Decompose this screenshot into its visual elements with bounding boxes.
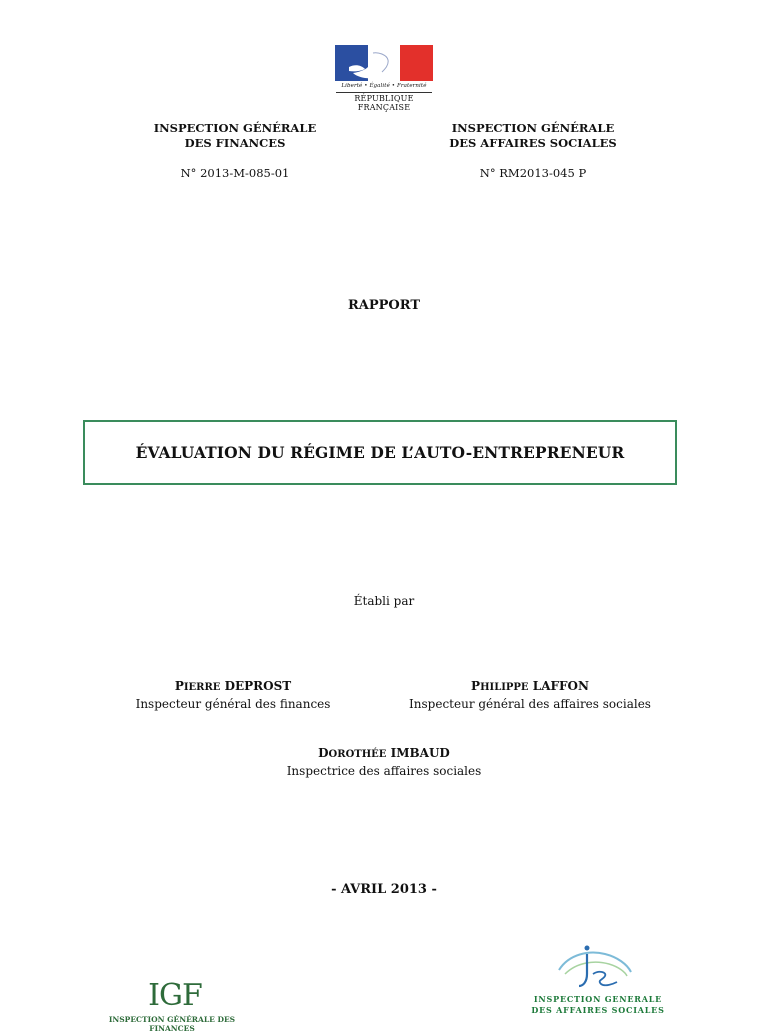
issuer-left-line1: INSPECTION GÉNÉRALE — [153, 121, 317, 135]
author-last-name: LAFFON — [532, 679, 589, 693]
title-box — [83, 420, 677, 485]
republic-divider — [336, 92, 432, 93]
igas-logo-icon — [555, 944, 635, 990]
author-first-initial: D — [318, 746, 329, 760]
igf-logo-caption: INSPECTION GÉNÉRALE DES FINANCES — [108, 1015, 236, 1033]
author-block — [264, 745, 504, 779]
author-name — [264, 745, 504, 763]
author-last-name: DEPROST — [224, 679, 292, 693]
report-date: - AVRIL 2013 - — [331, 882, 437, 897]
marianne-logo — [335, 45, 433, 81]
author-name — [400, 678, 660, 696]
issuer-right-line1: INSPECTION GÉNÉRALE — [451, 121, 615, 135]
igas-logo-caption — [518, 994, 678, 1016]
issuer-right — [413, 121, 653, 151]
document-type: RAPPORT — [347, 298, 420, 313]
report-title: ÉVALUATION DU RÉGIME DE L’AUTO-ENTREPRENEUR — [135, 443, 625, 462]
issuer-left — [115, 121, 355, 151]
author-last-name: IMBAUD — [390, 746, 450, 760]
author-name — [113, 678, 353, 696]
issuer-right-line2: DES AFFAIRES SOCIALES — [449, 136, 617, 150]
author-first-rest: IERRE — [183, 682, 221, 693]
igf-logo-mark: IGF — [148, 978, 202, 1013]
issuer-right-reference: N° RM2013-045 P — [479, 166, 587, 180]
republic-name: RÉPUBLIQUE FRANÇAISE — [354, 94, 414, 112]
igas-caption-line1: INSPECTION GENERALE — [533, 994, 663, 1004]
author-first-rest: HILIPPE — [480, 682, 529, 693]
author-first-initial: P — [471, 679, 481, 693]
author-block — [113, 678, 353, 712]
issuer-left-reference: N° 2013-M-085-01 — [180, 166, 290, 180]
author-role: Inspecteur général des finances — [135, 697, 331, 711]
author-role: Inspecteur général des affaires sociales — [409, 697, 651, 711]
author-first-initial: P — [174, 679, 184, 693]
igas-caption-line2: DES AFFAIRES SOCIALES — [531, 1005, 665, 1015]
author-block — [400, 678, 660, 712]
author-role: Inspectrice des affaires sociales — [286, 764, 482, 778]
issuer-left-line2: DES FINANCES — [184, 136, 286, 150]
prepared-by-label: Établi par — [353, 594, 415, 608]
republic-motto: Liberté • Égalité • Fraternité — [341, 83, 427, 89]
author-first-rest: OROTHÉE — [328, 749, 387, 760]
